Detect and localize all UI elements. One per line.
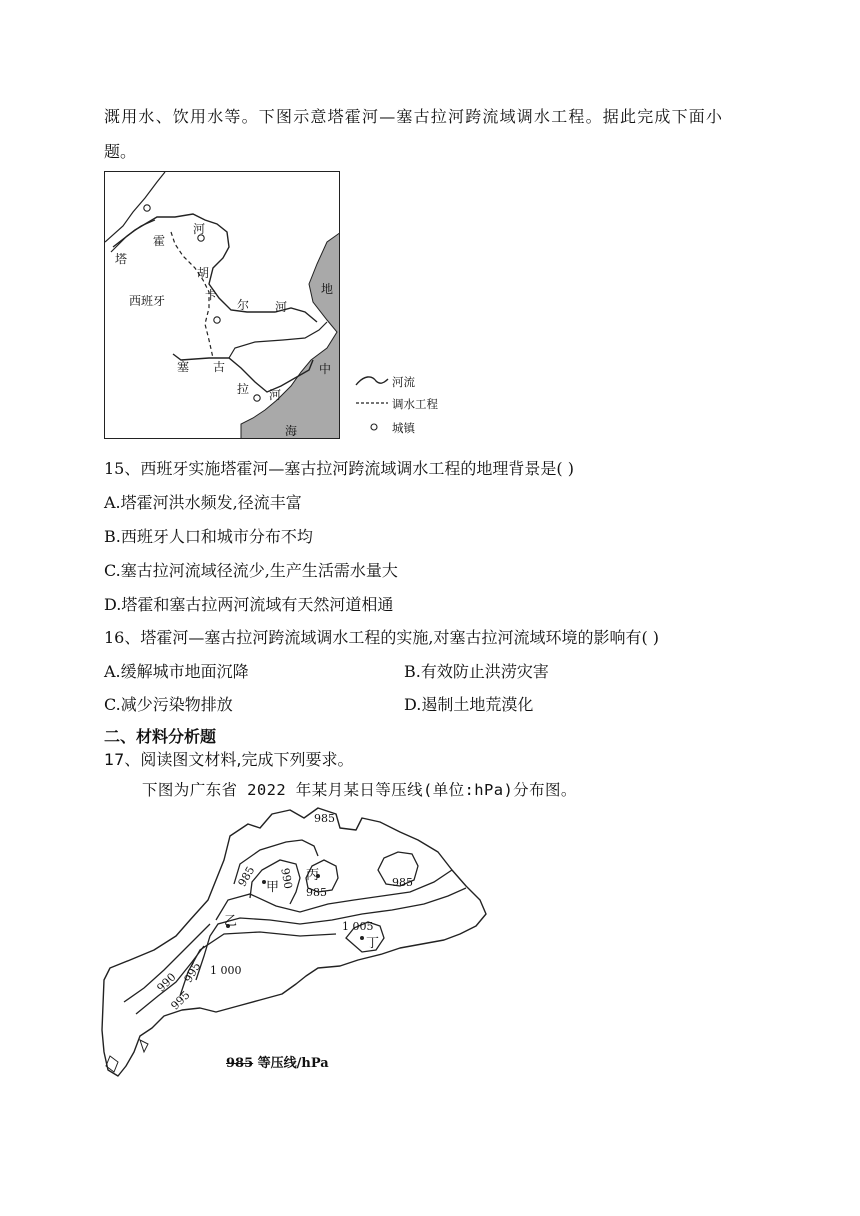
intro-line-1: 溉用水、饮用水等。下图示意塔霍河—塞古拉河跨流域调水工程。据此完成下面小 [104, 107, 724, 126]
map2-legend-label: 等压线/hPa [257, 1056, 329, 1071]
isobar-label: 1 000 [210, 964, 242, 977]
place-bing: 丙 [306, 868, 320, 883]
isobar-label: 985 [306, 886, 327, 899]
place-ding: 丁 [366, 936, 380, 951]
question-17-intro: 下图为广东省 2022 年某月某日等压线(单位:hPa)分布图。 [142, 781, 577, 799]
q16-option-a[interactable]: A.缓解城市地面沉降 [104, 662, 249, 681]
map-label: 胡 [197, 266, 210, 280]
section-heading: 二、材料分析题 [104, 727, 217, 746]
map-label: 塔 [115, 252, 128, 266]
map2-legend [226, 1052, 329, 1071]
sea-area [241, 232, 340, 439]
map-label: 拉 [237, 382, 250, 396]
question-16-stem: 16、塔霍河—塞古拉河跨流域调水工程的实施,对塞古拉河流域环境的影响有( ) [104, 628, 660, 647]
isobar-label: 995 [181, 960, 204, 985]
place-yi: 乙 [224, 914, 238, 929]
q16-option-c[interactable]: C.减少污染物排放 [104, 695, 233, 714]
map-label: 海 [285, 424, 298, 438]
isobar-label: 985 [314, 812, 335, 825]
map-label: 古 [213, 360, 226, 374]
isobar-label: 985 [235, 864, 258, 889]
place-jia: 甲 [266, 880, 280, 895]
map-label: 卡 [205, 288, 218, 302]
q15-option-a[interactable]: A.塔霍河洪水频发,径流丰富 [104, 493, 302, 512]
tagus-segura-map [104, 171, 340, 439]
map-label-spain: 西班牙 [129, 294, 166, 308]
isobar-label: 990 [154, 970, 179, 995]
question-15-stem: 15、西班牙实施塔霍河—塞古拉河跨流域调水工程的地理背景是( ) [104, 459, 574, 478]
isobar-label: 985 [392, 876, 413, 889]
town-marker [144, 205, 150, 211]
isobar-label: 1 005 [342, 920, 374, 933]
map-label: 霍 [153, 234, 166, 248]
isobar-label: 995 [168, 988, 193, 1013]
legend-town-label: 城镇 [392, 421, 415, 435]
map-label: 尔 [237, 298, 250, 312]
town-marker [214, 317, 220, 323]
map-label: 地 [321, 282, 334, 296]
map-label: 河 [269, 388, 282, 402]
map-label: 河 [275, 300, 288, 314]
province-outline [102, 808, 486, 1076]
intro-line-2: 题。 [104, 142, 137, 161]
map2-legend-value: 985 [226, 1056, 254, 1071]
town-marker [254, 395, 260, 401]
guangdong-isobar-map [100, 800, 495, 1090]
map1-legend [354, 371, 474, 441]
legend-canal-label: 调水工程 [392, 397, 438, 411]
q16-option-d[interactable]: D.遏制土地荒漠化 [404, 695, 534, 714]
q15-option-d[interactable]: D.塔霍和塞古拉两河流域有天然河道相通 [104, 595, 394, 614]
q16-option-b[interactable]: B.有效防止洪涝灾害 [404, 662, 549, 681]
q15-option-b[interactable]: B.西班牙人口和城市分布不均 [104, 527, 313, 546]
question-17-stem: 17、阅读图文材料,完成下列要求。 [104, 750, 354, 769]
map-label: 中 [319, 362, 332, 376]
q15-option-c[interactable]: C.塞古拉河流域径流少,生产生活需水量大 [104, 561, 398, 580]
map-label: 河 [193, 222, 206, 236]
isobar-label: 990 [278, 867, 295, 890]
legend-river-label: 河流 [392, 375, 415, 389]
map-label: 塞 [177, 360, 190, 374]
isobar-line [180, 932, 336, 996]
